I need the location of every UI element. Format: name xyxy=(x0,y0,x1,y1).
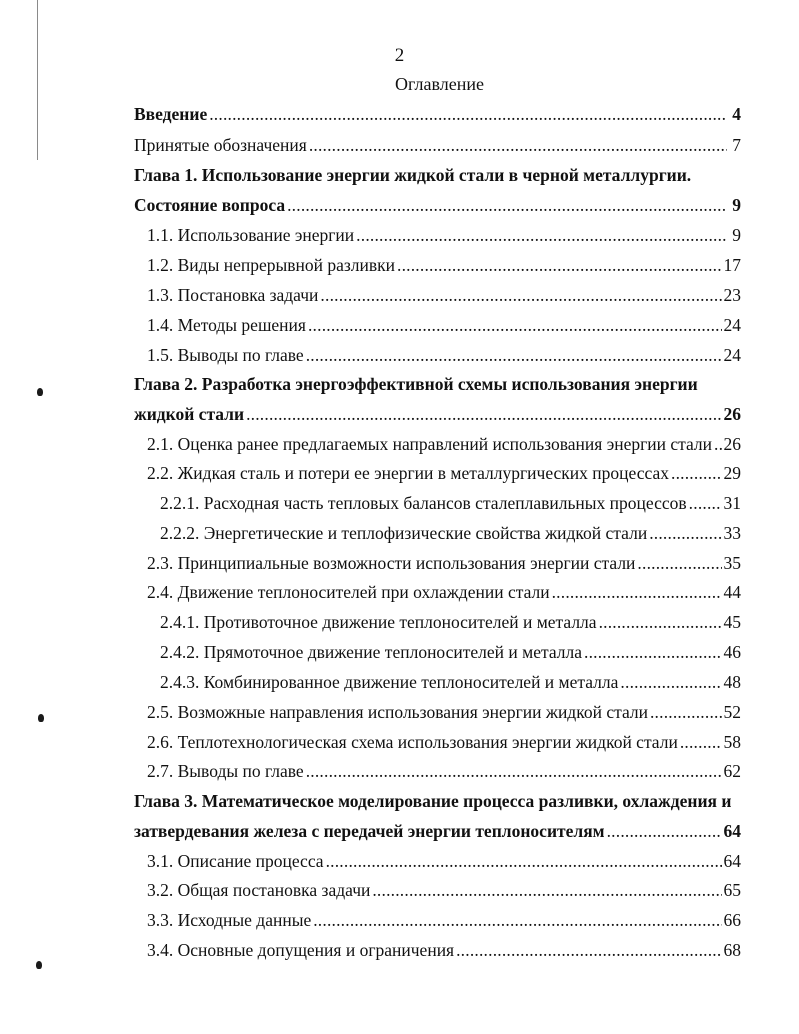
dot-leader xyxy=(309,133,727,157)
dot-leader xyxy=(637,551,721,575)
toc-entry[interactable] xyxy=(160,610,741,634)
toc-entry-label: 1.5. Выводы по главе xyxy=(147,345,304,365)
dot-leader xyxy=(456,938,721,962)
dot-leader xyxy=(650,700,722,724)
toc-entry[interactable] xyxy=(147,313,741,337)
toc-entry-page: 23 xyxy=(723,285,741,305)
toc-entry-page: 52 xyxy=(723,702,741,722)
dot-leader xyxy=(714,432,721,456)
toc-entry[interactable] xyxy=(160,491,741,515)
toc-entry-page: 9 xyxy=(732,195,741,215)
toc-entry[interactable] xyxy=(147,283,741,307)
toc-entry-label: затвердевания железа с передачей энергии теплоносителям xyxy=(134,821,605,841)
toc-entry-page: 7 xyxy=(732,135,741,155)
toc-entry[interactable] xyxy=(147,223,741,247)
toc-entry[interactable] xyxy=(147,759,741,783)
dot-leader xyxy=(313,908,721,932)
dot-leader xyxy=(689,491,722,515)
dot-leader xyxy=(306,343,722,367)
toc-entry-page: 68 xyxy=(723,940,741,960)
toc-entry-label: 2.4.2. Прямоточное движение теплоносителей и металла xyxy=(160,642,582,662)
dot-leader xyxy=(308,313,722,337)
toc-entry-label: 1.1. Использование энергии xyxy=(147,225,355,245)
toc-entry-page: 45 xyxy=(723,612,741,632)
toc-entry[interactable] xyxy=(147,551,741,575)
toc-entry[interactable] xyxy=(147,878,741,902)
scan-margin-line xyxy=(37,0,38,160)
toc-entry-label: 2.6. Теплотехнологическая схема использования энергии жидкой стали xyxy=(147,732,678,752)
toc-entry-label: Принятые обозначения xyxy=(134,135,307,155)
page-title: Оглавление xyxy=(395,74,484,94)
toc-entry-label: 3.1. Описание процесса xyxy=(147,851,324,871)
dot-leader xyxy=(680,730,722,754)
toc-entry[interactable] xyxy=(147,580,741,604)
dot-leader xyxy=(599,610,722,634)
toc-entry-label: 3.3. Исходные данные xyxy=(147,910,312,930)
toc-entry[interactable] xyxy=(160,521,741,545)
toc-entry[interactable] xyxy=(147,849,741,873)
toc-entry-label: Состояние вопроса xyxy=(134,195,286,215)
dot-leader xyxy=(620,670,721,694)
toc-entry[interactable] xyxy=(134,193,741,217)
toc-entry-page: 62 xyxy=(723,761,741,781)
dot-leader xyxy=(671,461,722,485)
toc-entry-page: 58 xyxy=(723,732,741,752)
toc-entry[interactable] xyxy=(134,102,741,126)
toc-entry[interactable] xyxy=(147,908,741,932)
toc-entry[interactable] xyxy=(147,461,741,485)
punch-hole-mark xyxy=(37,388,43,396)
toc-entry-label: 2.1. Оценка ранее предлагаемых направлений использования энергии стали xyxy=(147,434,713,454)
toc-entry-label: Глава 2. Разработка энергоэффективной схемы использования энергии xyxy=(134,374,698,394)
toc-entry[interactable] xyxy=(147,938,741,962)
toc-entry-label: 2.2.2. Энергетические и теплофизические свойства жидкой стали xyxy=(160,523,648,543)
dot-leader xyxy=(397,253,722,277)
toc-entry-label: 2.2.1. Расходная часть тепловых балансов сталеплавильных процессов xyxy=(160,493,687,513)
dot-leader xyxy=(649,521,721,545)
dot-leader xyxy=(607,819,722,843)
punch-hole-mark xyxy=(38,714,44,722)
toc-entry[interactable] xyxy=(147,700,741,724)
toc-entry-label: 2.5. Возможные направления использования энергии жидкой стали xyxy=(147,702,648,722)
toc-chapter-heading[interactable] xyxy=(134,163,691,187)
toc-entry-label: Введение xyxy=(134,104,208,124)
toc-entry-label: 3.2. Общая постановка задачи xyxy=(147,880,371,900)
dot-leader xyxy=(372,878,721,902)
toc-entry-label: 2.2. Жидкая сталь и потери ее энергии в металлургических процессах xyxy=(147,463,669,483)
toc-entry-page: 26 xyxy=(723,404,741,424)
toc-entry-page: 46 xyxy=(723,642,741,662)
toc-entry-page: 35 xyxy=(723,553,741,573)
dot-leader xyxy=(584,640,722,664)
toc-entry[interactable] xyxy=(147,432,741,456)
toc-entry-page: 29 xyxy=(723,463,741,483)
toc-entry-label: 2.4. Движение теплоносителей при охлаждении стали xyxy=(147,582,550,602)
toc-entry-page: 64 xyxy=(723,851,741,871)
toc-entry-label: жидкой стали xyxy=(134,404,245,424)
toc-entry-page: 31 xyxy=(723,493,741,513)
toc-entry-page: 26 xyxy=(723,434,741,454)
toc-entry-page: 33 xyxy=(723,523,741,543)
dot-leader xyxy=(552,580,722,604)
dot-leader xyxy=(306,759,722,783)
toc-entry-label: Глава 3. Математическое моделирование процесса разливки, охлаждения и xyxy=(134,791,732,811)
dot-leader xyxy=(326,849,722,873)
toc-entry[interactable] xyxy=(160,670,741,694)
toc-entry-page: 44 xyxy=(723,582,741,602)
toc-entry[interactable] xyxy=(160,640,741,664)
toc-entry[interactable] xyxy=(134,133,741,157)
toc-entry-page: 9 xyxy=(732,225,741,245)
toc-entry-label: 1.3. Постановка задачи xyxy=(147,285,319,305)
toc-entry-page: 66 xyxy=(723,910,741,930)
dot-leader xyxy=(287,193,727,217)
toc-entry-label: Глава 1. Использование энергии жидкой стали в черной металлургии. xyxy=(134,165,692,185)
dot-leader xyxy=(246,402,721,426)
punch-hole-mark xyxy=(36,961,42,969)
toc-entry-page: 48 xyxy=(723,672,741,692)
toc-chapter-heading[interactable] xyxy=(134,372,698,396)
page-number: 2 xyxy=(394,45,405,66)
toc-entry[interactable] xyxy=(134,402,741,426)
toc-entry[interactable] xyxy=(147,253,741,277)
dot-leader xyxy=(356,223,727,247)
toc-entry-label: 2.4.1. Противоточное движение теплоносителей и металла xyxy=(160,612,597,632)
toc-entry[interactable] xyxy=(147,730,741,754)
toc-entry-label: 1.4. Методы решения xyxy=(147,315,306,335)
toc-entry-page: 24 xyxy=(723,315,741,335)
toc-entry[interactable] xyxy=(147,343,741,367)
toc-entry-page: 4 xyxy=(732,104,741,124)
toc-entry-page: 64 xyxy=(723,821,741,841)
dot-leader xyxy=(320,283,721,307)
toc-entry-label: 2.4.3. Комбинированное движение теплоносителей и металла xyxy=(160,672,619,692)
toc-entry-label: 2.7. Выводы по главе xyxy=(147,761,304,781)
toc-entry-label: 2.3. Принципиальные возможности использования энергии стали xyxy=(147,553,636,573)
dot-leader xyxy=(209,102,727,126)
toc-entry-page: 65 xyxy=(723,880,741,900)
toc-entry-label: 1.2. Виды непрерывной разливки xyxy=(147,255,395,275)
toc-entry-page: 24 xyxy=(723,345,741,365)
toc-entry[interactable] xyxy=(134,819,741,843)
toc-entry-label: 3.4. Основные допущения и ограничения xyxy=(147,940,455,960)
toc-entry-page: 17 xyxy=(723,255,741,275)
toc-chapter-heading[interactable] xyxy=(134,789,731,813)
